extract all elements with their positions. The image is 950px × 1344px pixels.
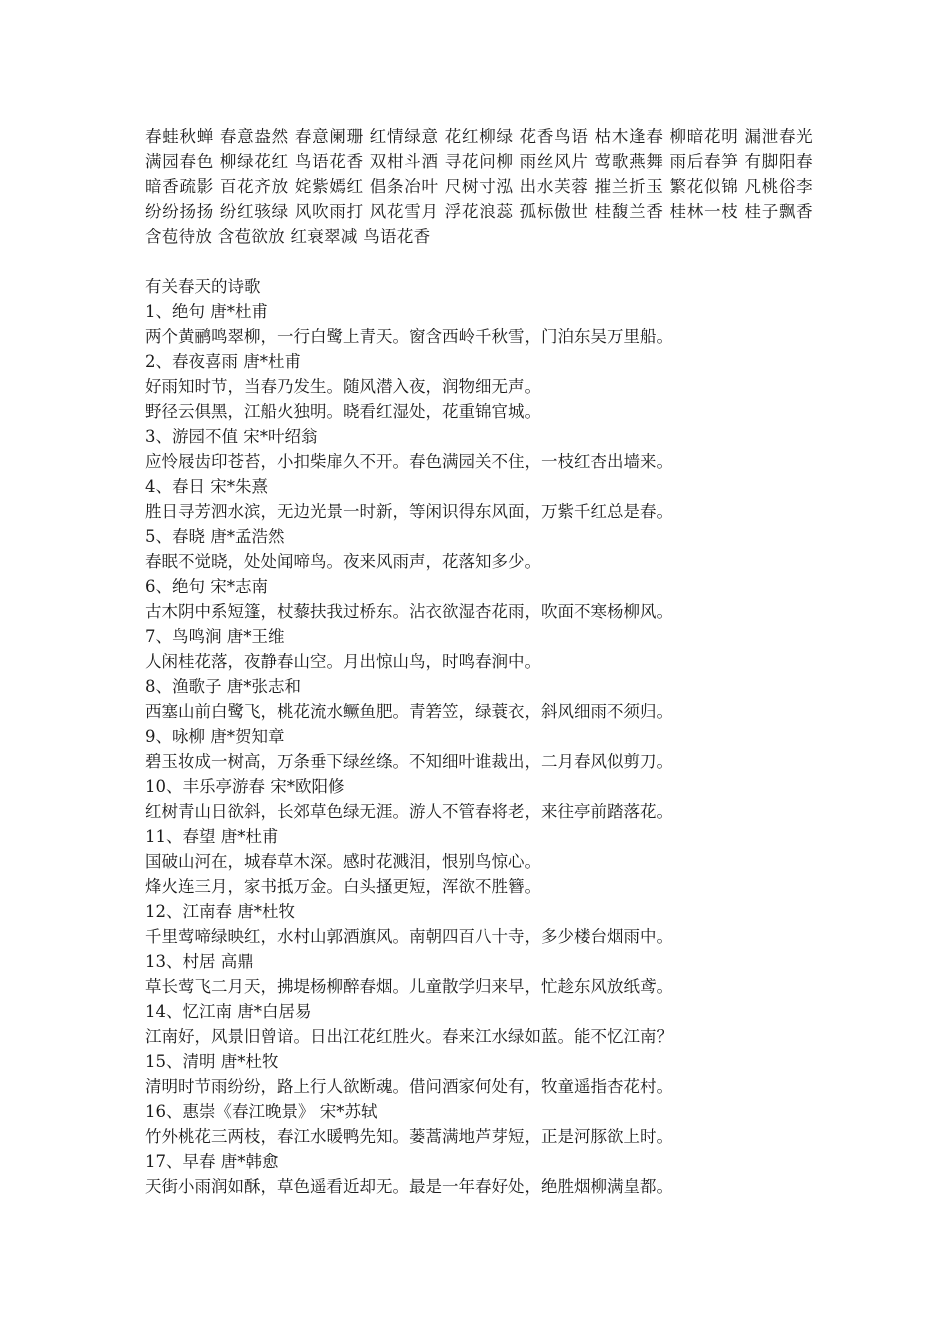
- poem-line: 草长莺飞二月天，拂堤杨柳醉春烟。儿童散学归来早，忙趁东风放纸鸢。: [145, 977, 673, 996]
- poem-entry: [145, 1049, 813, 1099]
- poem-entry: [145, 1099, 813, 1149]
- poem-line: 红树青山日欲斜，长郊草色绿无涯。游人不管春将老，来往亭前踏落花。: [145, 802, 673, 821]
- poem-title: 8、渔歌子 唐*张志和: [145, 677, 301, 696]
- poem-list: [145, 299, 813, 1199]
- poem-line: 西塞山前白鹭飞，桃花流水鳜鱼肥。青箬笠，绿蓑衣，斜风细雨不须归。: [145, 702, 673, 721]
- poem-line: 烽火连三月，家书抵万金。白头搔更短，浑欲不胜簪。: [145, 877, 541, 896]
- poem-entry: [145, 1149, 813, 1199]
- poem-line: 春眠不觉晓，处处闻啼鸟。夜来风雨声，花落知多少。: [145, 552, 541, 571]
- poem-entry: [145, 774, 813, 824]
- poem-line: 清明时节雨纷纷，路上行人欲断魂。借问酒家何处有，牧童遥指杏花村。: [145, 1077, 673, 1096]
- poem-title: 14、忆江南 唐*白居易: [145, 1002, 312, 1021]
- poem-title: 12、江南春 唐*杜牧: [145, 902, 295, 921]
- poem-line: 好雨知时节，当春乃发生。随风潜入夜，润物细无声。: [145, 377, 541, 396]
- poem-line: 国破山河在，城春草木深。感时花溅泪，恨别鸟惊心。: [145, 852, 541, 871]
- poem-line: 古木阴中系短篷，杖藜扶我过桥东。沾衣欲湿杏花雨，吹面不寒杨柳风。: [145, 602, 673, 621]
- poem-entry: [145, 899, 813, 949]
- poem-title: 1、绝句 唐*杜甫: [145, 302, 268, 321]
- poem-title: 11、春望 唐*杜甫: [145, 827, 279, 846]
- poem-title: 3、游园不值 宋*叶绍翁: [145, 427, 318, 446]
- poem-entry: [145, 624, 813, 674]
- idiom-paragraph: 春蛙秋蝉 春意盎然 春意阑珊 红情绿意 花红柳绿 花香鸟语 枯木逢春 柳暗花明 漏泄春光 满园春色 柳绿花红 鸟语花香 双柑斗酒 寻花问柳 雨丝风片 莺歌燕舞 雨后春笋 有脚阳春 暗香疏影 百花齐放 姹紫嫣红 倡条冶叶 尺树寸泓 出水芙蓉 摧兰折玉 繁花似锦 凡桃俗李 纷纷扬扬 纷红骇绿 风吹雨打 风花雪月 浮花浪蕊 孤标傲世 桂馥兰香 桂林一枝 桂子飘香 含苞待放 含苞欲放 红衰翠减 鸟语花香: [145, 127, 813, 246]
- poem-line: 野径云俱黑，江船火独明。晓看红湿处，花重锦官城。: [145, 402, 541, 421]
- poem-entry: [145, 524, 813, 574]
- poem-line: 碧玉妆成一树高，万条垂下绿丝绦。不知细叶谁裁出，二月春风似剪刀。: [145, 752, 673, 771]
- poem-line: 竹外桃花三两枝，春江水暖鸭先知。蒌蒿满地芦芽短，正是河豚欲上时。: [145, 1127, 673, 1146]
- poem-title: 4、春日 宋*朱熹: [145, 477, 268, 496]
- poem-line: 应怜屐齿印苍苔，小扣柴扉久不开。春色满园关不住，一枝红杏出墙来。: [145, 452, 673, 471]
- poem-title: 10、丰乐亭游春 宋*欧阳修: [145, 777, 345, 796]
- poem-title: 2、春夜喜雨 唐*杜甫: [145, 352, 301, 371]
- poem-line: 江南好，风景旧曾谙。日出江花红胜火。春来江水绿如蓝。能不忆江南？: [145, 1027, 673, 1046]
- poem-entry: [145, 674, 813, 724]
- document-page: [145, 124, 813, 1199]
- poem-title: 9、咏柳 唐*贺知章: [145, 727, 285, 746]
- poem-line: 胜日寻芳泗水滨，无边光景一时新，等闲识得东风面，万紫千红总是春。: [145, 502, 673, 521]
- poem-title: 13、村居 高鼎: [145, 952, 254, 971]
- poem-entry: [145, 949, 813, 999]
- poem-title: 17、早春 唐*韩愈: [145, 1152, 279, 1171]
- poem-entry: [145, 574, 813, 624]
- poem-line: 两个黄鹂鸣翠柳，一行白鹭上青天。窗含西岭千秋雪，门泊东吴万里船。: [145, 327, 673, 346]
- poem-title: 15、清明 唐*杜牧: [145, 1052, 279, 1071]
- poem-entry: [145, 349, 813, 424]
- paragraph-gap: [145, 249, 813, 274]
- poem-title: 16、惠崇《春江晚景》 宋*苏轼: [145, 1102, 378, 1121]
- poem-title: 7、鸟鸣涧 唐*王维: [145, 627, 285, 646]
- poem-line: 人闲桂花落，夜静春山空。月出惊山鸟，时鸣春涧中。: [145, 652, 541, 671]
- poem-entry: [145, 724, 813, 774]
- poem-line: 千里莺啼绿映红，水村山郭酒旗风。南朝四百八十寺，多少楼台烟雨中。: [145, 927, 673, 946]
- poem-entry: [145, 299, 813, 349]
- poem-entry: [145, 474, 813, 524]
- poem-title: 6、绝句 宋*志南: [145, 577, 268, 596]
- poem-entry: [145, 424, 813, 474]
- poem-line: 天街小雨润如酥，草色遥看近却无。最是一年春好处，绝胜烟柳满皇都。: [145, 1177, 673, 1196]
- poem-entry: [145, 824, 813, 899]
- poem-entry: [145, 999, 813, 1049]
- poem-title: 5、春晓 唐*孟浩然: [145, 527, 285, 546]
- section-title: 有关春天的诗歌: [145, 277, 261, 296]
